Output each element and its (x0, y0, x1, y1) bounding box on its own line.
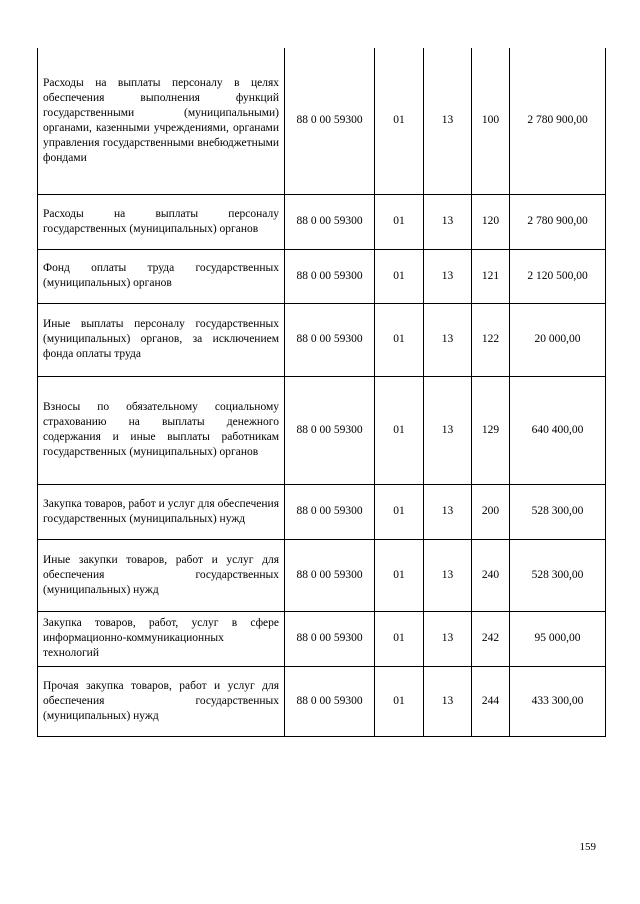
row-description: Иные выплаты персоналу государственных (муниципальных) органов, за исключением фонда оплаты труда (38, 303, 285, 376)
row-section: 01 (375, 194, 424, 249)
table-row (38, 303, 606, 376)
row-section: 01 (375, 484, 424, 539)
table-row (38, 249, 606, 303)
row-subsection: 13 (424, 303, 472, 376)
row-expense-type: 121 (472, 249, 510, 303)
row-section: 01 (375, 376, 424, 484)
table-row (38, 484, 606, 539)
row-amount: 2 780 900,00 (510, 194, 606, 249)
row-subsection: 13 (424, 376, 472, 484)
row-amount: 640 400,00 (510, 376, 606, 484)
row-amount: 95 000,00 (510, 611, 606, 666)
row-description: Расходы на выплаты персоналу государственных (муниципальных) органов (38, 194, 285, 249)
row-subsection: 13 (424, 611, 472, 666)
row-target-code: 88 0 00 59300 (285, 48, 375, 194)
row-subsection: 13 (424, 484, 472, 539)
row-expense-type: 100 (472, 48, 510, 194)
row-amount: 2 780 900,00 (510, 48, 606, 194)
table-row (38, 48, 606, 194)
row-description: Закупка товаров, работ, услуг в сфере информационно-коммуникационных технологий (38, 611, 285, 666)
page-number: 159 (579, 841, 596, 853)
table-row (38, 376, 606, 484)
row-expense-type: 240 (472, 539, 510, 611)
row-section: 01 (375, 611, 424, 666)
row-description: Прочая закупка товаров, работ и услуг для обеспечения государственных (муниципальных) нужд (38, 666, 285, 736)
table-row (38, 666, 606, 736)
row-amount: 20 000,00 (510, 303, 606, 376)
row-description: Иные закупки товаров, работ и услуг для обеспечения государственных (муниципальных) нужд (38, 539, 285, 611)
row-amount: 528 300,00 (510, 539, 606, 611)
row-target-code: 88 0 00 59300 (285, 376, 375, 484)
row-expense-type: 122 (472, 303, 510, 376)
row-section: 01 (375, 666, 424, 736)
row-description: Закупка товаров, работ и услуг для обеспечения государственных (муниципальных) нужд (38, 484, 285, 539)
row-target-code: 88 0 00 59300 (285, 194, 375, 249)
row-subsection: 13 (424, 666, 472, 736)
row-amount: 433 300,00 (510, 666, 606, 736)
row-description: Расходы на выплаты персоналу в целях обеспечения выполнения функций государственными (муниципальными) органами, казенными учреждениями, органами управления государственными внебюджетными фондами (38, 48, 285, 194)
row-subsection: 13 (424, 194, 472, 249)
row-amount: 528 300,00 (510, 484, 606, 539)
row-subsection: 13 (424, 249, 472, 303)
row-description: Взносы по обязательному социальному страхованию на выплаты денежного содержания и иные выплаты работникам государственных (муниципальных) органов (38, 376, 285, 484)
row-expense-type: 129 (472, 376, 510, 484)
row-section: 01 (375, 48, 424, 194)
row-expense-type: 244 (472, 666, 510, 736)
row-description: Фонд оплаты труда государственных (муниципальных) органов (38, 249, 285, 303)
row-expense-type: 242 (472, 611, 510, 666)
row-subsection: 13 (424, 48, 472, 194)
row-target-code: 88 0 00 59300 (285, 249, 375, 303)
table-row (38, 194, 606, 249)
budget-table (37, 48, 606, 737)
row-section: 01 (375, 539, 424, 611)
row-target-code: 88 0 00 59300 (285, 611, 375, 666)
row-subsection: 13 (424, 539, 472, 611)
row-section: 01 (375, 249, 424, 303)
row-amount: 2 120 500,00 (510, 249, 606, 303)
row-expense-type: 200 (472, 484, 510, 539)
table-row (38, 611, 606, 666)
row-target-code: 88 0 00 59300 (285, 666, 375, 736)
row-expense-type: 120 (472, 194, 510, 249)
row-target-code: 88 0 00 59300 (285, 484, 375, 539)
table-row (38, 539, 606, 611)
row-section: 01 (375, 303, 424, 376)
row-target-code: 88 0 00 59300 (285, 303, 375, 376)
row-target-code: 88 0 00 59300 (285, 539, 375, 611)
